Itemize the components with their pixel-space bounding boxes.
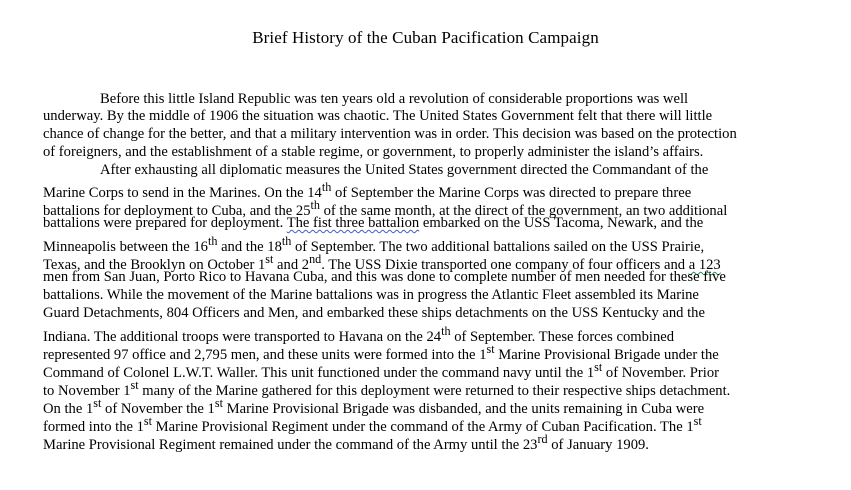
text-run: . The USS Dixie transported one company of four officers and (321, 256, 689, 273)
text-run: represented 97 office and 2,795 men, and these units were formed into the 1 (43, 346, 487, 363)
text-run: Texas, and the Brooklyn on October 1 (43, 256, 266, 273)
text-run: of September. The two additional battalions sailed on the USS Prairie, (291, 238, 705, 255)
superscript: st (594, 360, 603, 374)
text-run: of September the Marine Corps was directed to prepare three (331, 184, 692, 201)
spellcheck-underlined-text: The fist three battalion (286, 215, 420, 231)
paragraph-1-line-1 (100, 91, 688, 108)
text-run: of foreigners, and the establishment of a stable regime, or government, to properly administer the island’s affairs. (43, 144, 704, 160)
superscript: st (93, 396, 102, 410)
text-run: men from San Juan, Porto Rico to Havana Cuba, and this was done to complete number of men needed for these five (43, 269, 726, 285)
document-title: Brief History of the Cuban Pacification Campaign (252, 28, 599, 47)
superscript: th (207, 234, 218, 248)
text-run: Marine Provisional Regiment under the command of the Army of Cuban Pacification. The 1 (152, 418, 694, 435)
text-run: of the same month, at the direct of the government, an two additional (319, 202, 728, 219)
text-run: battalions. While the movement of the Marine battalions was in progress the Atlantic Fleet assembled its Marine (43, 287, 699, 303)
paragraph-2-line-8 (43, 287, 699, 304)
paragraph-2-line-4 (43, 215, 703, 232)
text-run: chance of change for the better, and that a military intervention was in order. This decision was based on the protection (43, 126, 737, 142)
paragraph-1-line-2 (43, 108, 712, 125)
paragraph-2-line-7 (43, 269, 726, 286)
superscript: st (693, 414, 702, 428)
superscript: th (281, 234, 292, 248)
paragraph-2-line-9 (43, 305, 705, 322)
superscript: st (486, 342, 495, 356)
text-run: formed into the 1 (43, 418, 144, 435)
superscript: th (321, 180, 332, 194)
text-run: and the 18 (217, 238, 282, 255)
text-run: Marine Provisional Brigade was disbanded, and the units remaining in Cuba were (222, 400, 705, 417)
paragraph-2-line-16 (43, 431, 649, 454)
text-run: to November 1 (43, 382, 131, 399)
text-run: Guard Detachments, 804 Officers and Men, and embarked these ships detachments on the USS Kentucky and the (43, 305, 705, 321)
text-run: of September. These forces combined (450, 328, 675, 345)
text-run: Marine Provisional Brigade under the (494, 346, 719, 363)
text-run: Before this little Island Republic was ten years old a revolution of considerable proportions was well (100, 91, 689, 107)
text-run: After exhausting all diplomatic measures the United States government directed the Commandant of the (100, 162, 709, 178)
text-run: battalions were prepared for deployment. (43, 215, 287, 231)
paragraph-1-line-3 (43, 126, 737, 143)
superscript: st (265, 252, 274, 266)
text-run: many of the Marine gathered for this deployment were returned to their respective ships detachment. (138, 382, 731, 399)
paragraph-1-line-4 (43, 144, 703, 161)
paragraph-2-line-1 (100, 162, 708, 179)
text-run: Command of Colonel L.W.T. Waller. This unit functioned under the command navy until the 1 (43, 364, 595, 381)
superscript: nd (309, 252, 322, 266)
text-run: of November the 1 (101, 400, 215, 417)
superscript: th (441, 324, 451, 338)
text-run: of November. Prior (602, 364, 719, 381)
superscript: th (310, 198, 320, 212)
text-run: Indiana. The additional troops were transported to Havana on the 24 (43, 328, 442, 345)
text-run: On the 1 (43, 400, 94, 417)
grammar-underlined-text: a 123 (688, 256, 721, 273)
text-run: embarked on the USS Tacoma, Newark, and the (419, 215, 704, 231)
superscript: st (143, 414, 153, 428)
text-run: Marine Provisional Regiment remained under the command of the Army until the 23 (43, 436, 538, 453)
text-run: battalions for deployment to Cuba, and the 25 (43, 202, 311, 219)
text-run: underway. By the middle of 1906 the situation was chaotic. The United States Government felt that there will little (43, 108, 713, 124)
superscript: rd (537, 432, 548, 446)
superscript: st (214, 396, 223, 410)
text-run: Minneapolis between the 16 (43, 238, 208, 255)
text-run: of January 1909. (547, 436, 649, 453)
text-run: Marine Corps to send in the Marines. On the 14 (43, 184, 322, 201)
text-run: and 2 (273, 256, 310, 273)
superscript: st (130, 378, 139, 392)
